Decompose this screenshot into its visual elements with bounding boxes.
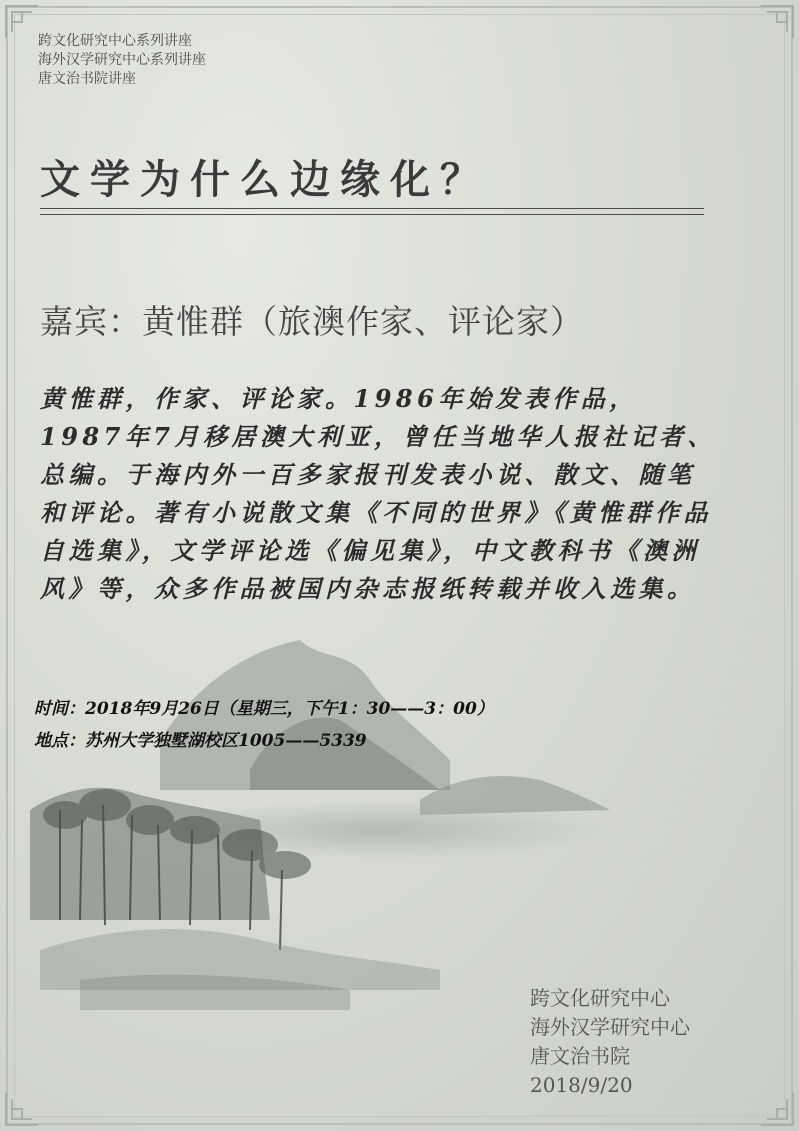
guest-biography: 黄惟群，作家、评论家。1986年始发表作品，1987年7月移居澳大利亚，曾任当地华人报社记者、总编。于海内外一百多家报刊发表小说、散文、随笔和评论。著有小说散文集《不同的世界》《黄惟群作品自选集》，文学评论选《偏见集》，中文教科书《澳洲风》等，众多作品被国内杂志报纸转载并收入选集。 bbox=[40, 384, 716, 603]
organizer-line: 海外汉学研究中心 bbox=[530, 1015, 690, 1039]
ink-landscape-illustration bbox=[20, 620, 640, 1040]
series-line: 海外汉学研究中心系列讲座 bbox=[38, 52, 206, 68]
event-location: 地点：苏州大学独墅湖校区1005——5339 bbox=[34, 731, 367, 751]
title-rule-bottom bbox=[40, 214, 704, 215]
organizer-footer bbox=[530, 984, 690, 1100]
announcement-date: 2018/9/20 bbox=[530, 1073, 633, 1097]
organizer-line: 唐文治书院 bbox=[530, 1044, 630, 1068]
corner-ornament-top-left bbox=[2, 2, 42, 42]
corner-ornament-bottom-left bbox=[2, 1089, 42, 1129]
poster-title: 文学为什么边缘化？ bbox=[40, 157, 490, 203]
corner-ornament-bottom-right bbox=[757, 1089, 797, 1129]
lecture-series-list bbox=[38, 32, 206, 89]
title-rule-top bbox=[40, 208, 704, 209]
series-line: 唐文治书院讲座 bbox=[38, 71, 136, 87]
corner-ornament-top-right bbox=[757, 2, 797, 42]
series-line: 跨文化研究中心系列讲座 bbox=[38, 33, 192, 49]
event-time: 时间：2018年9月26日（星期三，下午1：30——3：00） bbox=[34, 699, 494, 719]
organizer-line: 跨文化研究中心 bbox=[530, 986, 670, 1010]
guest-heading: 嘉宾：黄惟群（旅澳作家、评论家） bbox=[40, 302, 584, 341]
